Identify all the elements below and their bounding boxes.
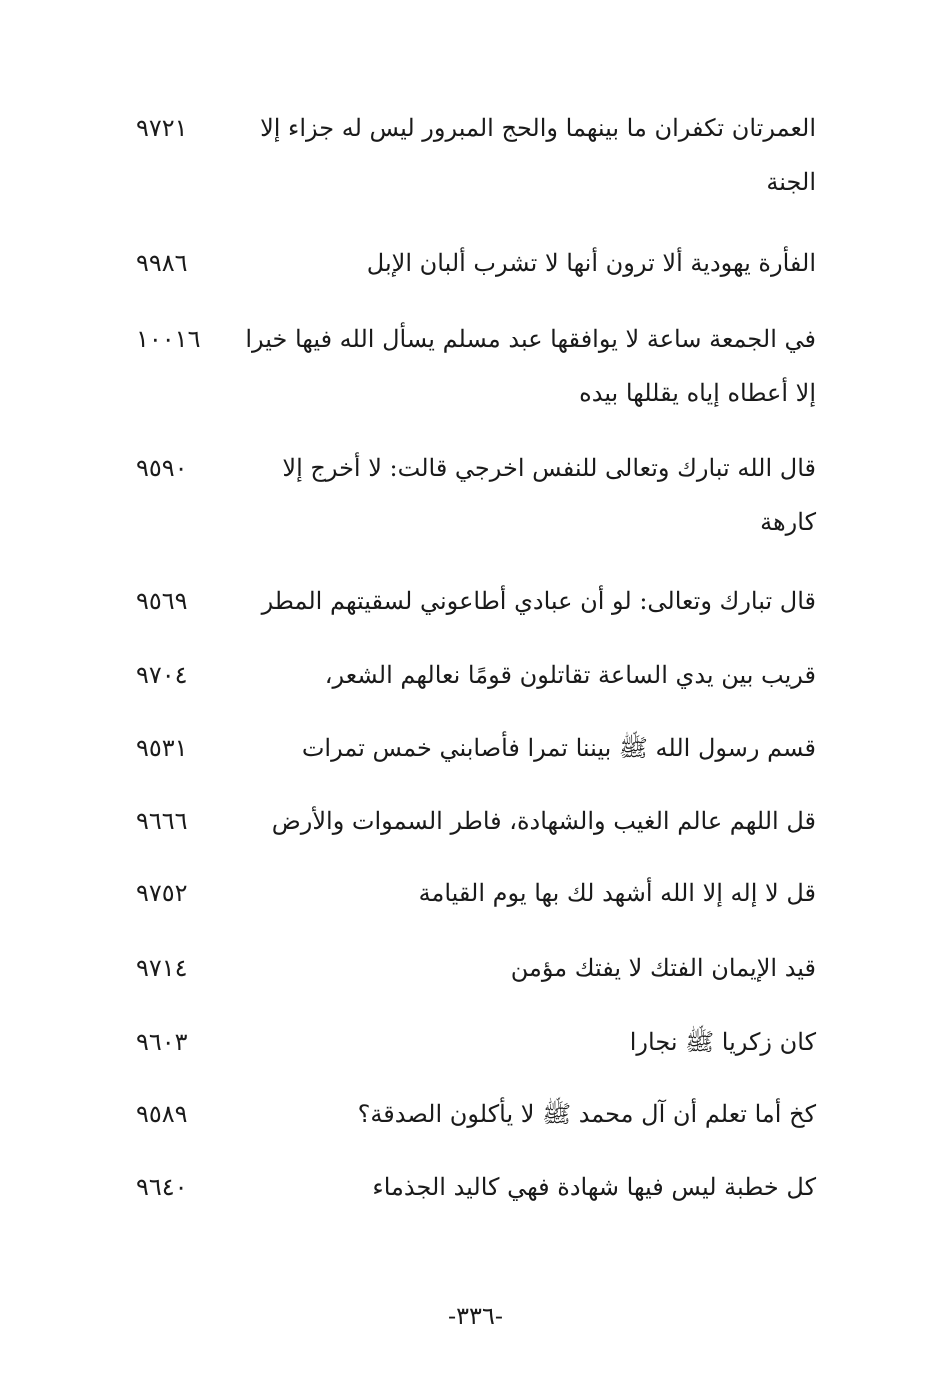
hadith-number: ٩٧٢١ (136, 114, 188, 142)
hadith-text-line: كان زكريا ﷺ نجارا (629, 1028, 816, 1056)
hadith-text (221, 453, 816, 537)
hadith-text-line: قال الله تبارك وتعالى للنفس اخرجي قالت: لا أخرج إلا (282, 454, 816, 482)
hadith-text (221, 953, 816, 983)
hadith-text (221, 1099, 816, 1129)
hadith-text-line: قريب بين يدي الساعة تقاتلون قومًا نعالهم الشعر، (324, 661, 816, 689)
hadith-text-line: قيد الإيمان الفتك لا يفتك مؤمن (510, 954, 816, 982)
hadith-text-continuation: إلا أعطاه إياه يقللها بيده (579, 379, 816, 407)
hadith-text-line: قال تبارك وتعالى: لو أن عبادي أطاعوني لسقيتهم المطر (261, 587, 816, 615)
hadith-text (221, 878, 816, 908)
hadith-number: ٩٦٠٣ (136, 1028, 188, 1056)
hadith-number: ٩٥٨٩ (136, 1100, 188, 1128)
hadith-text-continuation: كارهة (760, 508, 816, 536)
hadith-number: ٩٥٣١ (136, 734, 188, 762)
hadith-text (221, 586, 816, 616)
hadith-number: ٩٧٥٢ (136, 879, 188, 907)
hadith-number: ٩٥٦٩ (136, 587, 188, 615)
hadith-text-line: كخ أما تعلم أن آل محمد ﷺ لا يأكلون الصدقة؟ (357, 1100, 816, 1128)
hadith-text-line: الفأرة يهودية ألا ترون أنها لا تشرب ألبان الإبل (366, 249, 816, 277)
hadith-text (221, 1172, 816, 1202)
page-number: -٣٣٦- (448, 1302, 503, 1330)
hadith-text (221, 1027, 816, 1057)
hadith-text-line: كل خطبة ليس فيها شهادة فهي كاليد الجذماء (372, 1173, 816, 1201)
hadith-number: ٩٦٤٠ (136, 1173, 188, 1201)
hadith-text-line: قسم رسول الله ﷺ بيننا تمرا فأصابني خمس تمرات (301, 734, 816, 762)
hadith-text-continuation: الجنة (766, 168, 816, 196)
hadith-text-line: قل اللهم عالم الغيب والشهادة، فاطر السموات والأرض (271, 807, 816, 835)
hadith-number: ١٠٠١٦ (136, 325, 201, 353)
hadith-text (221, 733, 816, 763)
hadith-text (221, 660, 816, 690)
hadith-number: ٩٧١٤ (136, 954, 188, 982)
hadith-number: ٩٦٦٦ (136, 807, 188, 835)
hadith-number: ٩٥٩٠ (136, 454, 188, 482)
hadith-text (221, 324, 816, 408)
hadith-text-line: قل لا إله إلا الله أشهد لك بها يوم القيامة (418, 879, 816, 907)
hadith-text-line: العمرتان تكفران ما بينهما والحج المبرور ليس له جزاء إلا (260, 114, 816, 142)
hadith-text (221, 806, 816, 836)
hadith-text-line: في الجمعة ساعة لا يوافقها عبد مسلم يسأل الله فيها خيرا (245, 325, 816, 353)
hadith-number: ٩٧٠٤ (136, 661, 188, 689)
hadith-text (221, 248, 816, 278)
hadith-text (221, 113, 816, 197)
hadith-number: ٩٩٨٦ (136, 249, 188, 277)
